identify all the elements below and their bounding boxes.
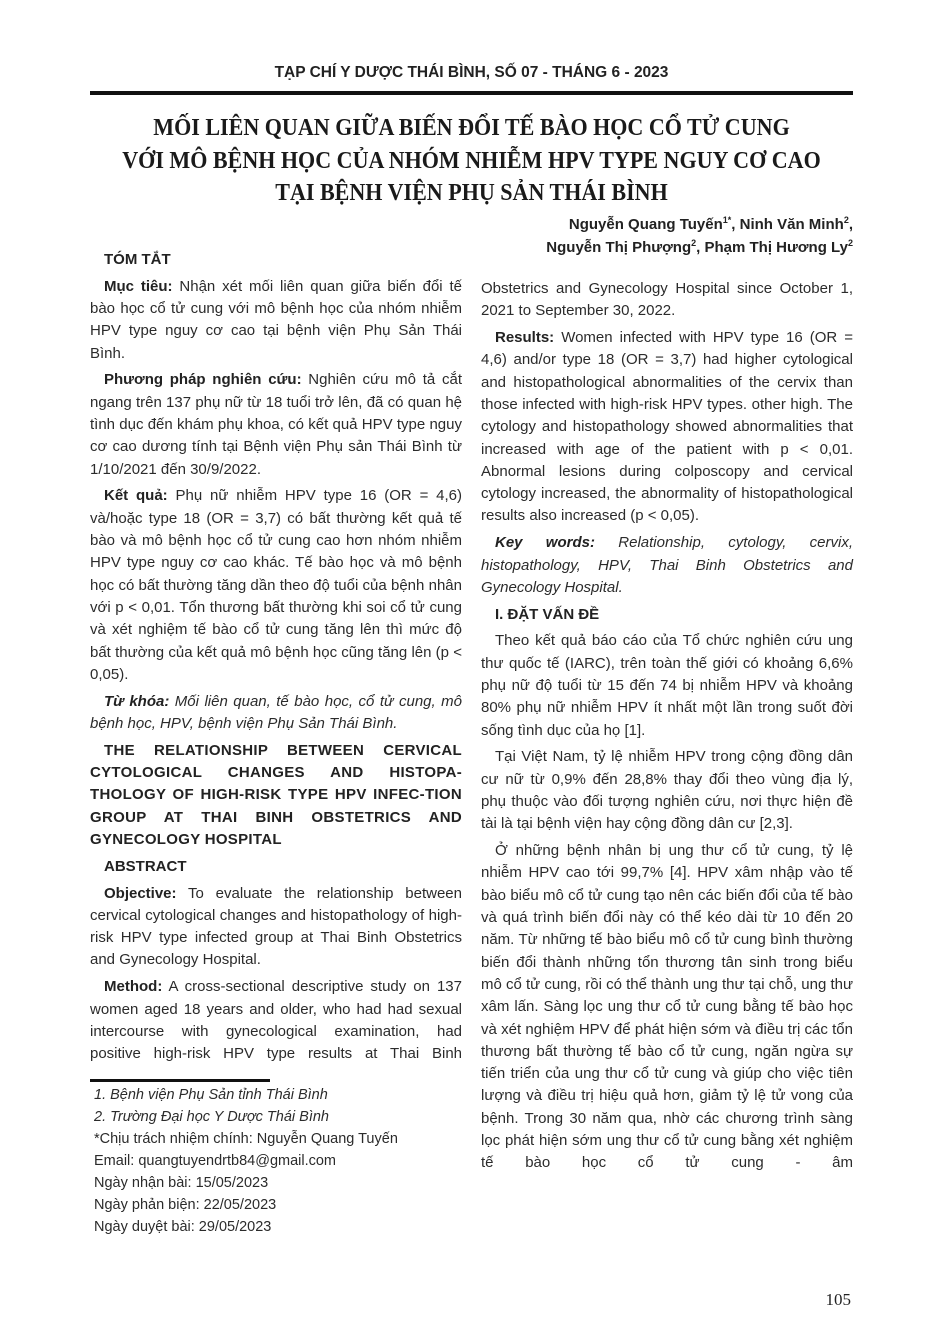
page-number: 105 bbox=[825, 1290, 851, 1309]
author-name: Phạm Thị Hương Ly bbox=[704, 238, 848, 256]
author-sep: , bbox=[848, 216, 853, 233]
label: Key words: bbox=[495, 534, 595, 552]
label: Objective: bbox=[104, 884, 177, 902]
author-affil: 2 bbox=[691, 237, 697, 248]
authors bbox=[546, 214, 853, 259]
summary-keywords bbox=[90, 691, 462, 736]
footnote-accepted: Ngày duyệt bài: 29/05/2023 bbox=[94, 1219, 272, 1236]
author-name: Nguyễn Quang Tuyến bbox=[568, 216, 723, 233]
label: Từ khóa: bbox=[104, 692, 170, 710]
footnote-received: Ngày nhận bài: 15/05/2023 bbox=[94, 1175, 269, 1192]
author-sep: , bbox=[696, 238, 705, 256]
abstract-objective bbox=[90, 883, 462, 972]
intro-paragraph: Tại Việt Nam, tỷ lệ nhiễm HPV trong cộng đồng dân cư nữ từ 0,9% đến 28,8% thay đổi theo vùng địa lý, phụ thuộc vào đối tượng nghiên cứu, nơi thực hiện đề tài là tại bệnh viện hay cộng đồng dân cư [2,3]. bbox=[481, 748, 853, 833]
author-affil: 1* bbox=[722, 215, 732, 225]
footnote-affiliation: 2. Trường Đại học Y Dược Thái Bình bbox=[94, 1109, 329, 1126]
footnote-reviewed: Ngày phản biện: 22/05/2023 bbox=[94, 1197, 277, 1214]
author-name: Nguyễn Thị Phượng bbox=[546, 238, 692, 256]
english-title: THE RELATIONSHIP BETWEEN CERVICAL CYTOLOGICAL CHANGES AND HISTOPA-THOLOGY OF HIGH-RISK TYPE HPV INFEC-TION GROUP AT THAI BINH OBSTETRICS AND GYNECOLOGY HOSPITAL bbox=[90, 741, 462, 848]
journal-header: TẠP CHÍ Y DƯỢC THÁI BÌNH, SỐ 07 - THÁNG 6 - 2023 bbox=[274, 64, 669, 81]
label: Results: bbox=[495, 329, 555, 347]
intro-paragraph: Ở những bệnh nhân bị ung thư cổ tử cung, tỷ lệ nhiễm HPV cao tới 99,7% [4]. HPV xâm nhập vào tế bào biểu mô cổ tử cung tạo nên các biến đổi của tế bào và quá trình biến đổi này có thể kéo dài từ 10 đến 20 năm. Từ những tế bào biểu mô cổ tử cung bình thường biến đổi thành những tổn thương tân sinh trong biểu mô cổ tử cung, rồi có thể thành ung thư tại chỗ, ung thư xâm lấn. Sàng lọc ung thư cổ tử cung bằng tế bào học và xét nghiệm HPV để phát hiện sớm và điều trị các tổn thương bất thường tế bào cổ tử cung, ngăn ngừa sự tiến triển của ung thư cổ tử cung và giúp cho việc tiên lượng và điều trị hiệu quả hơn, giảm tỷ lệ tử vong của bệnh. Trong 30 năm qua, nhờ các chương trình sàng lọc phát hiện sớm ung thư cổ tử cung bằng xét nghiệm tế bào học cổ tử cung - âm bbox=[481, 842, 854, 1172]
text: A cross-sectional descriptive study on 137 women aged 18 years and older, who had had sexual intercourse with gynecological examination, had positive high-risk HPV type results at Thai Binh bbox=[90, 978, 462, 1063]
intro-paragraph: Theo kết quả báo cáo của Tổ chức nghiên cứu ung thư quốc tế (IARC), trên toàn thế giới có khoảng 6,6% phụ nữ độ tuổi từ 15 đến 74 bị nhiễm HPV và khoảng 80% phụ nữ nhiễm HPV ít nhất một lần trong suốt đời sống tình dục của họ [1]. bbox=[481, 632, 853, 739]
text: Phụ nữ nhiễm HPV type 16 (OR = 4,6) và/hoặc type 18 (OR = 3,7) có bất thường kết quả tế bào và mô bệnh học cổ tử cung cao hơn nhóm nhiễm HPV type nguy cơ cao khác. Tế bào học và mô bệnh học có bất thường tăng dần theo độ tuổi của bệnh nhân với p < 0,01. Tổn thương bất thường khi soi cổ tử cung và xét nghiệm tế bào cổ tử cung tăng lên thì mức độ bất thường của kết quả mô bệnh học cũng tăng lên (p < 0,05). bbox=[90, 487, 463, 683]
summary-method bbox=[90, 369, 462, 480]
footnote-email: Email: quangtuyendrtb84@gmail.com bbox=[94, 1153, 337, 1170]
author-name: Ninh Văn Minh bbox=[739, 216, 844, 233]
abstract-heading: ABSTRACT bbox=[104, 857, 187, 875]
article-title bbox=[40, 112, 903, 210]
header-rule bbox=[90, 91, 853, 95]
title-line: TẠI BỆNH VIỆN PHỤ SẢN THÁI BÌNH bbox=[275, 179, 668, 206]
right-column bbox=[481, 278, 853, 1179]
text: Nhận xét mối liên quan giữa biến đổi tế bào học cổ tử cung với mô bệnh học của nhóm nhiễm HPV type nguy cơ cao tại bệnh viện Phụ Sản Thái Bình. bbox=[90, 277, 462, 362]
abstract-results bbox=[481, 327, 853, 528]
footnote-rule bbox=[90, 1079, 270, 1082]
author-affil: 2 bbox=[847, 237, 853, 248]
abstract-method bbox=[90, 976, 462, 1065]
label: Phương pháp nghiên cứu: bbox=[104, 371, 302, 389]
label: Method: bbox=[104, 978, 163, 996]
text: Relationship, cytology, cervix, histopathology, HPV, Thai Binh Obstetrics and Gynecology Hospital. bbox=[481, 534, 853, 596]
abstract-method-continued: Obstetrics and Gynecology Hospital since October 1, 2021 to September 30, 2022. bbox=[481, 280, 853, 320]
text: Women infected with HPV type 16 (OR = 4,6) and/or type 18 (OR = 3,7) had higher cytological and histopathological abnormalities of the cervix than those infected with high-risk HPV types. other high. The cytology and histopathology showed abnormalities that increased with age of the patient with p < 0,01. Abnormal lesions during colposcopy and cervical cytology increased, the abnormality of histopathological results also increased (p < 0,05). bbox=[481, 329, 853, 525]
text: To evaluate the relationship between cervical cytological changes and histopathology of high-risk HPV type infected group at Thai Binh Obstetrics and Gynecology Hospital. bbox=[90, 884, 462, 969]
author-affil: 2 bbox=[843, 215, 849, 225]
introduction-heading: I. ĐẶT VẤN ĐỀ bbox=[495, 605, 600, 623]
footnotes bbox=[90, 1084, 462, 1238]
author-sep: , bbox=[731, 216, 740, 233]
left-column bbox=[90, 249, 462, 1238]
summary-objective bbox=[90, 276, 462, 365]
label: Kết quả: bbox=[104, 487, 168, 505]
footnote-affiliation: 1. Bệnh viện Phụ Sản tỉnh Thái Bình bbox=[94, 1087, 328, 1104]
title-line: VỚI MÔ BỆNH HỌC CỦA NHÓM NHIỄM HPV TYPE NGUY CƠ CAO bbox=[122, 146, 821, 174]
footnote-corresponding: *Chịu trách nhiệm chính: Nguyễn Quang Tuyến bbox=[94, 1131, 398, 1148]
summary-heading: TÓM TẮT bbox=[104, 251, 171, 268]
text: Mối liên quan, tế bào học, cổ tử cung, mô bệnh học, HPV, bệnh viện Phụ Sản Thái Bình. bbox=[90, 692, 462, 732]
abstract-keywords bbox=[481, 532, 853, 599]
text: Nghiên cứu mô tả cắt ngang trên 137 phụ nữ từ 18 tuổi trở lên, đã có quan hệ tình dục đến khám phụ khoa, có kết quả HPV type nguy cơ cao dương tính tại Bệnh viện Phụ sản Thái Bình từ 1/10/2021 đến 30/9/2022. bbox=[90, 371, 462, 478]
title-line: MỐI LIÊN QUAN GIỮA BIẾN ĐỔI TẾ BÀO HỌC CỔ TỬ CUNG bbox=[153, 114, 790, 141]
summary-results bbox=[90, 485, 462, 686]
label: Mục tiêu: bbox=[104, 277, 173, 295]
